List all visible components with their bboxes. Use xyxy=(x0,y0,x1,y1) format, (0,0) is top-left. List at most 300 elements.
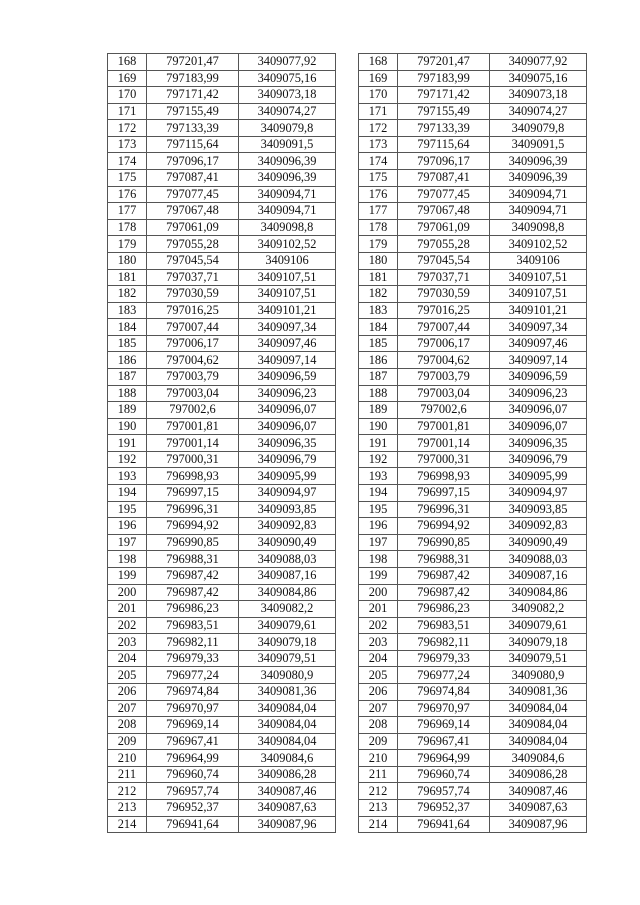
x-coordinate-cell: 797061,09 xyxy=(398,219,490,236)
point-number-cell: 192 xyxy=(108,451,147,468)
y-coordinate-cell: 3409094,71 xyxy=(239,186,336,203)
point-number-cell: 206 xyxy=(359,683,398,700)
point-number-cell: 193 xyxy=(359,468,398,485)
point-number-cell: 204 xyxy=(359,650,398,667)
table-row xyxy=(108,269,336,286)
x-coordinate-cell: 797037,71 xyxy=(147,269,239,286)
y-coordinate-cell: 3409093,85 xyxy=(490,501,587,518)
y-coordinate-cell: 3409084,04 xyxy=(490,717,587,734)
x-coordinate-cell: 797045,54 xyxy=(147,252,239,269)
point-number-cell: 207 xyxy=(359,700,398,717)
point-number-cell: 170 xyxy=(108,87,147,104)
point-number-cell: 199 xyxy=(359,567,398,584)
table-row xyxy=(108,335,336,352)
y-coordinate-cell: 3409079,8 xyxy=(490,120,587,137)
y-coordinate-cell: 3409073,18 xyxy=(239,87,336,104)
table-row xyxy=(108,617,336,634)
point-number-cell: 214 xyxy=(108,816,147,833)
table-row xyxy=(359,601,587,618)
y-coordinate-cell: 3409084,86 xyxy=(490,584,587,601)
point-number-cell: 191 xyxy=(108,435,147,452)
point-number-cell: 201 xyxy=(108,601,147,618)
y-coordinate-cell: 3409087,63 xyxy=(239,800,336,817)
x-coordinate-cell: 797002,6 xyxy=(398,402,490,419)
table-row xyxy=(108,567,336,584)
table-row xyxy=(108,54,336,71)
table-row xyxy=(108,551,336,568)
x-coordinate-cell: 796964,99 xyxy=(147,750,239,767)
y-coordinate-cell: 3409075,16 xyxy=(490,70,587,87)
y-coordinate-cell: 3409087,46 xyxy=(490,783,587,800)
x-coordinate-cell: 797000,31 xyxy=(147,451,239,468)
x-coordinate-cell: 796994,92 xyxy=(147,518,239,535)
point-number-cell: 214 xyxy=(359,816,398,833)
x-coordinate-cell: 797133,39 xyxy=(147,120,239,137)
table-row xyxy=(359,567,587,584)
table-row xyxy=(108,501,336,518)
table-row xyxy=(359,650,587,667)
x-coordinate-cell: 796979,33 xyxy=(398,650,490,667)
x-coordinate-cell: 797171,42 xyxy=(147,87,239,104)
y-coordinate-cell: 3409088,03 xyxy=(239,551,336,568)
y-coordinate-cell: 3409098,8 xyxy=(490,219,587,236)
table-row xyxy=(359,418,587,435)
x-coordinate-cell: 796960,74 xyxy=(398,766,490,783)
x-coordinate-cell: 796974,84 xyxy=(398,683,490,700)
y-coordinate-cell: 3409096,35 xyxy=(490,435,587,452)
coordinates-table-left xyxy=(107,53,336,833)
x-coordinate-cell: 796979,33 xyxy=(147,650,239,667)
x-coordinate-cell: 797016,25 xyxy=(147,302,239,319)
table-row xyxy=(108,352,336,369)
x-coordinate-cell: 797003,79 xyxy=(147,368,239,385)
point-number-cell: 211 xyxy=(359,766,398,783)
table-row xyxy=(108,203,336,220)
y-coordinate-cell: 3409090,49 xyxy=(490,534,587,551)
point-number-cell: 174 xyxy=(359,153,398,170)
table-row xyxy=(108,153,336,170)
point-number-cell: 203 xyxy=(359,634,398,651)
y-coordinate-cell: 3409098,8 xyxy=(239,219,336,236)
y-coordinate-cell: 3409080,9 xyxy=(239,667,336,684)
table-row xyxy=(108,87,336,104)
x-coordinate-cell: 796957,74 xyxy=(147,783,239,800)
x-coordinate-cell: 797201,47 xyxy=(398,54,490,71)
x-coordinate-cell: 797045,54 xyxy=(398,252,490,269)
table-row xyxy=(359,136,587,153)
point-number-cell: 213 xyxy=(108,800,147,817)
y-coordinate-cell: 3409096,39 xyxy=(490,170,587,187)
table-row xyxy=(108,186,336,203)
y-coordinate-cell: 3409077,92 xyxy=(490,54,587,71)
y-coordinate-cell: 3409093,85 xyxy=(239,501,336,518)
x-coordinate-cell: 796986,23 xyxy=(147,601,239,618)
point-number-cell: 172 xyxy=(359,120,398,137)
table-row xyxy=(359,501,587,518)
x-coordinate-cell: 797055,28 xyxy=(147,236,239,253)
table-row xyxy=(108,402,336,419)
x-coordinate-cell: 797155,49 xyxy=(147,103,239,120)
table-row xyxy=(108,252,336,269)
table-row xyxy=(359,70,587,87)
table-row xyxy=(359,551,587,568)
table-row xyxy=(359,451,587,468)
x-coordinate-cell: 797067,48 xyxy=(147,203,239,220)
table-row xyxy=(359,319,587,336)
point-number-cell: 182 xyxy=(359,286,398,303)
x-coordinate-cell: 796957,74 xyxy=(398,783,490,800)
x-coordinate-cell: 797030,59 xyxy=(398,286,490,303)
x-coordinate-cell: 797003,79 xyxy=(398,368,490,385)
x-coordinate-cell: 796987,42 xyxy=(147,567,239,584)
y-coordinate-cell: 3409106 xyxy=(239,252,336,269)
point-number-cell: 190 xyxy=(108,418,147,435)
point-number-cell: 191 xyxy=(359,435,398,452)
y-coordinate-cell: 3409090,49 xyxy=(239,534,336,551)
x-coordinate-cell: 797007,44 xyxy=(398,319,490,336)
y-coordinate-cell: 3409079,61 xyxy=(239,617,336,634)
x-coordinate-cell: 796977,24 xyxy=(147,667,239,684)
point-number-cell: 183 xyxy=(108,302,147,319)
y-coordinate-cell: 3409097,14 xyxy=(490,352,587,369)
x-coordinate-cell: 796960,74 xyxy=(147,766,239,783)
point-number-cell: 186 xyxy=(108,352,147,369)
point-number-cell: 202 xyxy=(359,617,398,634)
table-row xyxy=(359,617,587,634)
x-coordinate-cell: 796941,64 xyxy=(147,816,239,833)
point-number-cell: 182 xyxy=(108,286,147,303)
x-coordinate-cell: 797016,25 xyxy=(398,302,490,319)
x-coordinate-cell: 796987,42 xyxy=(398,567,490,584)
y-coordinate-cell: 3409079,18 xyxy=(490,634,587,651)
x-coordinate-cell: 797003,04 xyxy=(398,385,490,402)
coordinates-table-right xyxy=(358,53,587,833)
point-number-cell: 176 xyxy=(108,186,147,203)
x-coordinate-cell: 797115,64 xyxy=(398,136,490,153)
point-number-cell: 171 xyxy=(359,103,398,120)
y-coordinate-cell: 3409087,16 xyxy=(490,567,587,584)
table-row xyxy=(359,402,587,419)
x-coordinate-cell: 796983,51 xyxy=(398,617,490,634)
y-coordinate-cell: 3409086,28 xyxy=(239,766,336,783)
y-coordinate-cell: 3409081,36 xyxy=(490,683,587,700)
point-number-cell: 188 xyxy=(108,385,147,402)
x-coordinate-cell: 797006,17 xyxy=(398,335,490,352)
y-coordinate-cell: 3409107,51 xyxy=(239,286,336,303)
table-row xyxy=(359,385,587,402)
y-coordinate-cell: 3409079,18 xyxy=(239,634,336,651)
y-coordinate-cell: 3409084,04 xyxy=(239,700,336,717)
y-coordinate-cell: 3409107,51 xyxy=(239,269,336,286)
x-coordinate-cell: 797133,39 xyxy=(398,120,490,137)
table-row xyxy=(359,700,587,717)
table-row xyxy=(108,136,336,153)
x-coordinate-cell: 797001,81 xyxy=(398,418,490,435)
y-coordinate-cell: 3409079,51 xyxy=(239,650,336,667)
point-number-cell: 183 xyxy=(359,302,398,319)
x-coordinate-cell: 796994,92 xyxy=(398,518,490,535)
point-number-cell: 184 xyxy=(108,319,147,336)
x-coordinate-cell: 797001,14 xyxy=(147,435,239,452)
x-coordinate-cell: 796997,15 xyxy=(147,485,239,502)
table-row xyxy=(108,700,336,717)
y-coordinate-cell: 3409092,83 xyxy=(239,518,336,535)
x-coordinate-cell: 796987,42 xyxy=(398,584,490,601)
point-number-cell: 178 xyxy=(108,219,147,236)
table-row xyxy=(108,584,336,601)
y-coordinate-cell: 3409096,79 xyxy=(239,451,336,468)
x-coordinate-cell: 796990,85 xyxy=(147,534,239,551)
point-number-cell: 212 xyxy=(359,783,398,800)
point-number-cell: 213 xyxy=(359,800,398,817)
table-row xyxy=(359,683,587,700)
y-coordinate-cell: 3409092,83 xyxy=(490,518,587,535)
table-row xyxy=(108,534,336,551)
x-coordinate-cell: 796952,37 xyxy=(398,800,490,817)
y-coordinate-cell: 3409087,46 xyxy=(239,783,336,800)
point-number-cell: 174 xyxy=(108,153,147,170)
x-coordinate-cell: 797155,49 xyxy=(398,103,490,120)
table-row xyxy=(108,518,336,535)
point-number-cell: 179 xyxy=(359,236,398,253)
x-coordinate-cell: 797077,45 xyxy=(398,186,490,203)
point-number-cell: 169 xyxy=(108,70,147,87)
y-coordinate-cell: 3409096,07 xyxy=(239,418,336,435)
table-row xyxy=(108,766,336,783)
table-row xyxy=(359,534,587,551)
point-number-cell: 194 xyxy=(108,485,147,502)
y-coordinate-cell: 3409102,52 xyxy=(490,236,587,253)
x-coordinate-cell: 796967,41 xyxy=(147,733,239,750)
table-row xyxy=(359,170,587,187)
x-coordinate-cell: 797004,62 xyxy=(398,352,490,369)
x-coordinate-cell: 796974,84 xyxy=(147,683,239,700)
table-row xyxy=(359,252,587,269)
table-row xyxy=(108,485,336,502)
x-coordinate-cell: 797115,64 xyxy=(147,136,239,153)
table-row xyxy=(108,286,336,303)
x-coordinate-cell: 797002,6 xyxy=(147,402,239,419)
y-coordinate-cell: 3409084,86 xyxy=(239,584,336,601)
table-row xyxy=(108,601,336,618)
x-coordinate-cell: 797006,17 xyxy=(147,335,239,352)
table-row xyxy=(359,584,587,601)
x-coordinate-cell: 796986,23 xyxy=(398,601,490,618)
x-coordinate-cell: 797055,28 xyxy=(398,236,490,253)
table-row xyxy=(108,816,336,833)
table-row xyxy=(108,683,336,700)
y-coordinate-cell: 3409082,2 xyxy=(239,601,336,618)
y-coordinate-cell: 3409097,34 xyxy=(490,319,587,336)
x-coordinate-cell: 796983,51 xyxy=(147,617,239,634)
x-coordinate-cell: 796982,11 xyxy=(147,634,239,651)
y-coordinate-cell: 3409095,99 xyxy=(239,468,336,485)
table-row xyxy=(359,236,587,253)
table-row xyxy=(359,219,587,236)
y-coordinate-cell: 3409091,5 xyxy=(490,136,587,153)
point-number-cell: 203 xyxy=(108,634,147,651)
x-coordinate-cell: 796964,99 xyxy=(398,750,490,767)
y-coordinate-cell: 3409094,71 xyxy=(239,203,336,220)
table-row xyxy=(108,418,336,435)
point-number-cell: 185 xyxy=(108,335,147,352)
table-row xyxy=(359,766,587,783)
point-number-cell: 197 xyxy=(108,534,147,551)
y-coordinate-cell: 3409084,6 xyxy=(490,750,587,767)
y-coordinate-cell: 3409096,39 xyxy=(239,170,336,187)
y-coordinate-cell: 3409084,04 xyxy=(239,733,336,750)
y-coordinate-cell: 3409107,51 xyxy=(490,286,587,303)
table-row xyxy=(359,667,587,684)
table-row xyxy=(359,87,587,104)
x-coordinate-cell: 796982,11 xyxy=(398,634,490,651)
x-coordinate-cell: 797030,59 xyxy=(147,286,239,303)
point-number-cell: 209 xyxy=(359,733,398,750)
y-coordinate-cell: 3409088,03 xyxy=(490,551,587,568)
table-row xyxy=(108,468,336,485)
point-number-cell: 207 xyxy=(108,700,147,717)
table-row xyxy=(359,468,587,485)
point-number-cell: 178 xyxy=(359,219,398,236)
x-coordinate-cell: 796988,31 xyxy=(398,551,490,568)
point-number-cell: 173 xyxy=(108,136,147,153)
point-number-cell: 192 xyxy=(359,451,398,468)
y-coordinate-cell: 3409096,35 xyxy=(239,435,336,452)
table-row xyxy=(108,120,336,137)
point-number-cell: 187 xyxy=(359,368,398,385)
table-row xyxy=(359,302,587,319)
point-number-cell: 211 xyxy=(108,766,147,783)
y-coordinate-cell: 3409096,07 xyxy=(490,418,587,435)
point-number-cell: 173 xyxy=(359,136,398,153)
point-number-cell: 184 xyxy=(359,319,398,336)
point-number-cell: 198 xyxy=(359,551,398,568)
y-coordinate-cell: 3409094,97 xyxy=(490,485,587,502)
y-coordinate-cell: 3409074,27 xyxy=(239,103,336,120)
y-coordinate-cell: 3409079,61 xyxy=(490,617,587,634)
table-row xyxy=(108,717,336,734)
table-row xyxy=(359,634,587,651)
point-number-cell: 181 xyxy=(108,269,147,286)
table-row xyxy=(359,335,587,352)
y-coordinate-cell: 3409096,23 xyxy=(239,385,336,402)
point-number-cell: 176 xyxy=(359,186,398,203)
table-row xyxy=(359,269,587,286)
point-number-cell: 202 xyxy=(108,617,147,634)
x-coordinate-cell: 796998,93 xyxy=(398,468,490,485)
x-coordinate-cell: 796969,14 xyxy=(398,717,490,734)
y-coordinate-cell: 3409094,71 xyxy=(490,186,587,203)
table-row xyxy=(359,203,587,220)
y-coordinate-cell: 3409075,16 xyxy=(239,70,336,87)
y-coordinate-cell: 3409094,97 xyxy=(239,485,336,502)
table-row xyxy=(359,186,587,203)
point-number-cell: 185 xyxy=(359,335,398,352)
table-row xyxy=(359,103,587,120)
point-number-cell: 169 xyxy=(359,70,398,87)
point-number-cell: 168 xyxy=(108,54,147,71)
point-number-cell: 208 xyxy=(359,717,398,734)
point-number-cell: 187 xyxy=(108,368,147,385)
table-row xyxy=(359,800,587,817)
y-coordinate-cell: 3409101,21 xyxy=(490,302,587,319)
y-coordinate-cell: 3409096,79 xyxy=(490,451,587,468)
point-number-cell: 181 xyxy=(359,269,398,286)
x-coordinate-cell: 797061,09 xyxy=(147,219,239,236)
point-number-cell: 180 xyxy=(359,252,398,269)
x-coordinate-cell: 797001,14 xyxy=(398,435,490,452)
table-row xyxy=(359,435,587,452)
point-number-cell: 208 xyxy=(108,717,147,734)
point-number-cell: 195 xyxy=(359,501,398,518)
table-row xyxy=(108,667,336,684)
y-coordinate-cell: 3409097,46 xyxy=(239,335,336,352)
y-coordinate-cell: 3409084,6 xyxy=(239,750,336,767)
x-coordinate-cell: 796998,93 xyxy=(147,468,239,485)
x-coordinate-cell: 797201,47 xyxy=(147,54,239,71)
y-coordinate-cell: 3409079,51 xyxy=(490,650,587,667)
table-row xyxy=(359,485,587,502)
x-coordinate-cell: 797001,81 xyxy=(147,418,239,435)
table-row xyxy=(108,302,336,319)
y-coordinate-cell: 3409096,07 xyxy=(239,402,336,419)
y-coordinate-cell: 3409096,23 xyxy=(490,385,587,402)
table-row xyxy=(108,783,336,800)
point-number-cell: 189 xyxy=(108,402,147,419)
table-row xyxy=(359,750,587,767)
point-number-cell: 195 xyxy=(108,501,147,518)
x-coordinate-cell: 797096,17 xyxy=(147,153,239,170)
point-number-cell: 179 xyxy=(108,236,147,253)
table-row xyxy=(108,750,336,767)
table-row xyxy=(108,219,336,236)
x-coordinate-cell: 797096,17 xyxy=(398,153,490,170)
x-coordinate-cell: 796996,31 xyxy=(398,501,490,518)
x-coordinate-cell: 797087,41 xyxy=(398,170,490,187)
point-number-cell: 171 xyxy=(108,103,147,120)
point-number-cell: 205 xyxy=(359,667,398,684)
table-row xyxy=(359,352,587,369)
y-coordinate-cell: 3409087,63 xyxy=(490,800,587,817)
point-number-cell: 210 xyxy=(108,750,147,767)
table-row xyxy=(359,518,587,535)
y-coordinate-cell: 3409107,51 xyxy=(490,269,587,286)
y-coordinate-cell: 3409087,16 xyxy=(239,567,336,584)
x-coordinate-cell: 796990,85 xyxy=(398,534,490,551)
point-number-cell: 170 xyxy=(359,87,398,104)
point-number-cell: 196 xyxy=(359,518,398,535)
y-coordinate-cell: 3409094,71 xyxy=(490,203,587,220)
x-coordinate-cell: 797000,31 xyxy=(398,451,490,468)
y-coordinate-cell: 3409086,28 xyxy=(490,766,587,783)
x-coordinate-cell: 797077,45 xyxy=(147,186,239,203)
y-coordinate-cell: 3409073,18 xyxy=(490,87,587,104)
x-coordinate-cell: 797171,42 xyxy=(398,87,490,104)
point-number-cell: 175 xyxy=(359,170,398,187)
point-number-cell: 177 xyxy=(359,203,398,220)
table-row xyxy=(108,368,336,385)
table-row xyxy=(108,103,336,120)
point-number-cell: 168 xyxy=(359,54,398,71)
point-number-cell: 206 xyxy=(108,683,147,700)
x-coordinate-cell: 796970,97 xyxy=(398,700,490,717)
point-number-cell: 200 xyxy=(108,584,147,601)
y-coordinate-cell: 3409095,99 xyxy=(490,468,587,485)
y-coordinate-cell: 3409097,14 xyxy=(239,352,336,369)
point-number-cell: 177 xyxy=(108,203,147,220)
x-coordinate-cell: 796941,64 xyxy=(398,816,490,833)
table-row xyxy=(359,120,587,137)
